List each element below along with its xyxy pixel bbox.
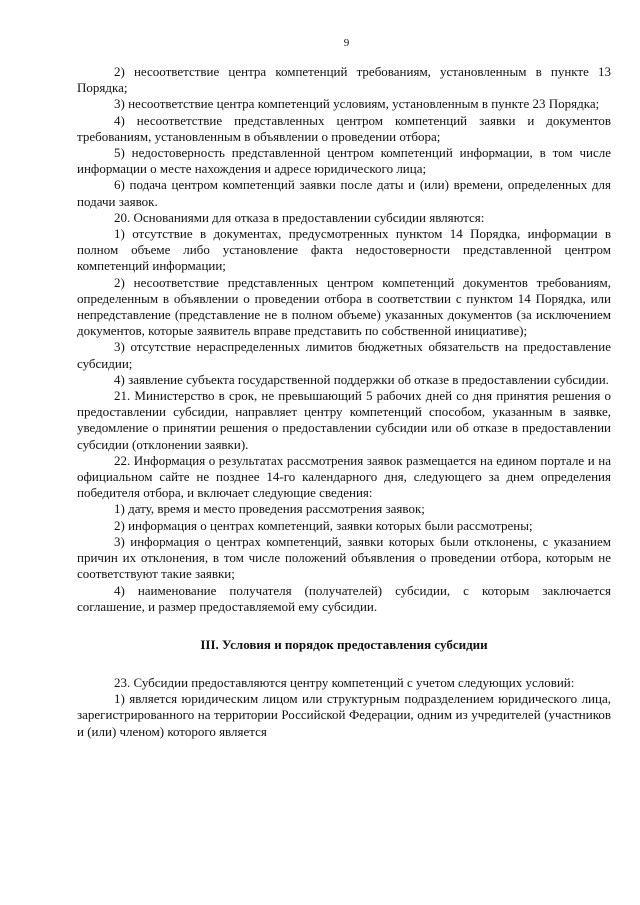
- page-number: 9: [343, 37, 350, 49]
- paragraph-clause-20-item-2: 2) несоответствие представленных центром компетенций документов требованиям, определенным в объявлении о проведении отбора в соответствии с пунктом 14 Порядка, или непредставление (представление не в полном объеме) указанных документов (за исключением документов, которые заявитель вправе представить по собственной инициативе);: [77, 274, 611, 339]
- section-heading: III. Условия и порядок предоставления субсидии: [200, 636, 488, 652]
- body-after-heading: [77, 675, 611, 740]
- paragraph-item-4-documents-mismatch: 4) несоответствие представленных центром компетенций заявки и документов требованиям, установленным в объявлении о проведении отбора;: [77, 112, 611, 144]
- paragraph-clause-20-item-4: 4) заявление субъекта государственной поддержки об отказе в предоставлении субсидии.: [114, 371, 609, 387]
- paragraph-clause-22-item-2: 2) информация о центрах компетенций, заявки которых были рассмотрены;: [114, 517, 533, 533]
- paragraph-clause-21: 21. Министерство в срок, не превышающий 5 рабочих дней со дня принятия решения о предоставлении субсидии, направляет центру компетенций способом, указанным в заявке, уведомление о принятии решения о предоставлении субсидии или об отказе в предоставлении субсидии (отклонении заявки).: [77, 388, 611, 452]
- body-before-heading: [77, 64, 611, 615]
- paragraph-clause-22-item-1: 1) дату, время и место проведения рассмотрения заявок;: [114, 501, 425, 517]
- paragraph-clause-23-item-1: 1) является юридическим лицом или структурным подразделением юридического лица, зарегистрированного на территории Российской Федерации, одним из учредителей (участников и (или) членом) которого является: [77, 691, 611, 739]
- paragraph-clause-20-item-1: 1) отсутствие в документах, предусмотренных пунктом 14 Порядка, информации в полном объеме либо установление факта недостоверности представленной центром компетенций информации;: [77, 226, 611, 274]
- paragraph-item-3-conditions-mismatch: 3) несоответствие центра компетенций условиям, установленным в пункте 23 Порядка;: [114, 96, 600, 112]
- paragraph-clause-22: 22. Информация о результатах рассмотрения заявок размещается на едином портале и на официальном сайте не позднее 14-го календарного дня, следующего за днем определения победителя отбора, и включает следующие сведения:: [77, 452, 611, 501]
- paragraph-clause-20-item-3: 3) отсутствие нераспределенных лимитов бюджетных обязательств на предоставление субсидии;: [77, 339, 611, 371]
- paragraph-clause-20: 20. Основаниями для отказа в предоставлении субсидии являются:: [114, 209, 485, 225]
- paragraph-item-6-late-submission: 6) подача центром компетенций заявки после даты и (или) времени, определенных для подачи заявок.: [77, 177, 611, 209]
- paragraph-item-2-requirements-mismatch: 2) несоответствие центра компетенций требованиям, установленным в пункте 13 Порядка;: [77, 64, 611, 96]
- paragraph-clause-22-item-4: 4) наименование получателя (получателей) субсидии, с которым заключается соглашение, и размер предоставляемой ему субсидии.: [77, 582, 611, 614]
- paragraph-clause-22-item-3: 3) информация о центрах компетенций, заявки которых были отклонены, с указанием причин их отклонения, в том числе положений объявления о проведении отбора, которым не соответствуют такие заявки;: [77, 533, 611, 582]
- paragraph-item-5-false-information: 5) недостоверность представленной центром компетенций информации, в том числе информации о месте нахождения и адресе юридического лица;: [77, 145, 611, 177]
- paragraph-clause-23: 23. Субсидии предоставляются центру компетенций с учетом следующих условий:: [114, 674, 575, 690]
